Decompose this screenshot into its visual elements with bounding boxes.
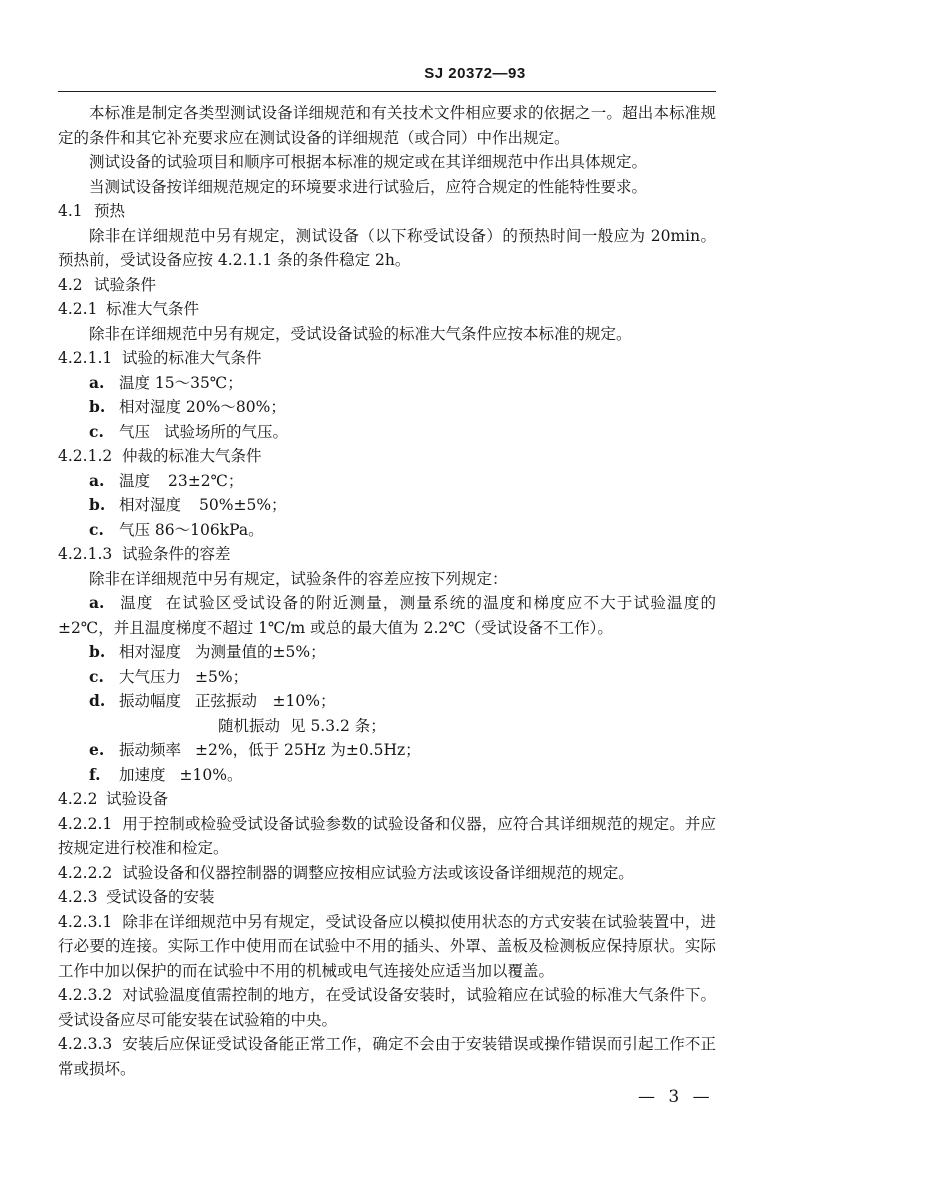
- item-value: 见 5.3.2 条；: [290, 716, 386, 735]
- item-value: 23±2℃；: [168, 471, 244, 490]
- list-item: [58, 420, 716, 445]
- section-number: 4.2: [58, 275, 83, 294]
- item-label: 温度: [119, 594, 154, 612]
- list-item: [58, 738, 716, 763]
- intro-paragraph-1: 本标准是制定各类型测试设备详细规范和有关技术文件相应要求的依据之一。超出本标准规定的条件和其它补充要求应在测试设备的详细规范（或合同）中作出规定。: [58, 104, 716, 147]
- item-letter: d.: [89, 691, 106, 710]
- clause-4-2-2-1: [58, 812, 716, 861]
- item-letter: b.: [89, 397, 106, 416]
- section-number: 4.2.1: [58, 300, 98, 318]
- section-number: 4.2.2: [58, 790, 98, 808]
- section-title: 试验设备: [106, 790, 169, 808]
- section-heading-4-2: [58, 273, 716, 298]
- item-letter: c.: [89, 519, 104, 539]
- item-label: 气压 86～106kPa。: [119, 520, 264, 539]
- section-heading-4-2-1-1: [58, 346, 716, 371]
- item-label: 随机振动: [218, 716, 281, 735]
- list-item: [58, 469, 716, 494]
- clause-text: 对试验温度值需控制的地方，在受试设备安装时，试验箱应在试验的标准大气条件下。受试设备应尽可能安装在试验箱的中央。: [58, 986, 716, 1029]
- item-label: 相对湿度: [119, 496, 182, 514]
- item-value: ±2%，低于 25Hz 为±0.5Hz；: [195, 741, 421, 759]
- document-body: [58, 101, 716, 1081]
- item-value: ±5%；: [195, 667, 249, 686]
- list-item: [58, 640, 716, 665]
- item-label: 加速度: [119, 765, 166, 784]
- item-letter: f.: [89, 764, 101, 784]
- item-value: 试验场所的气压。: [164, 422, 289, 441]
- item-value: 在试验区受试设备的附近测量，测量系统的温度和梯度应不大于试验温度的±2℃，并且温度梯度不超过 1℃/m 或总的最大值为 2.2℃（受试设备不工作）。: [58, 594, 716, 637]
- clause-number: 4.2.3.1: [58, 912, 113, 931]
- item-value: 为测量值的±5%；: [195, 643, 326, 661]
- section-heading-4-2-1-2: [58, 444, 716, 469]
- page-number: — 3 —: [638, 1087, 714, 1107]
- item-value: ±10%。: [179, 765, 243, 784]
- section-title: 仲裁的标准大气条件: [122, 447, 262, 465]
- item-letter: e.: [89, 740, 105, 759]
- section-title: 试验的标准大气条件: [122, 349, 262, 367]
- item-label: 大气压力: [119, 667, 182, 686]
- clause-text: 安装后应保证受试设备能正常工作，确定不会由于安装错误或操作错误而引起工作不正常或损坏。: [58, 1035, 716, 1078]
- item-value: 50%±5%；: [199, 496, 287, 514]
- clause-text: 除非在详细规范中另有规定，受试设备应以模拟使用状态的方式安装在试验装置中，进行必要的连接。实际工作中使用而在试验中不用的插头、外罩、盖板及检测板应保持原状。实际工作中加以保护的而在试验中不用的机械或电气连接处应适当加以覆盖。: [58, 912, 716, 980]
- clause-text: 试验设备和仪器控制器的调整应按相应试验方法或该设备详细规范的规定。: [122, 863, 634, 882]
- item-letter: c.: [89, 421, 104, 441]
- item-label: 振动频率: [119, 741, 182, 759]
- item-label: 振动幅度: [119, 692, 182, 710]
- intro-paragraph-2: 测试设备的试验项目和顺序可根据本标准的规定或在其详细规范中作出具体规定。: [89, 153, 648, 171]
- clause-number: 4.2.3.3: [58, 1035, 113, 1053]
- section-number: 4.1: [58, 202, 83, 220]
- item-letter: a.: [89, 593, 105, 612]
- item-label: 温度: [119, 471, 151, 490]
- header-rule: [58, 91, 716, 92]
- list-item: [58, 395, 716, 420]
- item-label: 温度 15～35℃；: [119, 373, 243, 392]
- item-letter: b.: [89, 495, 106, 514]
- clause-text: 用于控制或检验受试设备试验参数的试验设备和仪器，应符合其详细规范的规定。并应按规定进行校准和检定。: [58, 814, 716, 857]
- section-4-1-text: 除非在详细规范中另有规定，测试设备（以下称受试设备）的预热时间一般应为 20min。预热前，受试设备应按 4.2.1.1 条的条件稳定 2h。: [58, 226, 716, 269]
- item-letter: b.: [89, 642, 106, 661]
- section-number: 4.2.3: [58, 888, 98, 906]
- section-title: 标准大气条件: [106, 300, 200, 318]
- clause-number: 4.2.2.2: [58, 863, 113, 882]
- intro-paragraph-3: 当测试设备按详细规范规定的环境要求进行试验后，应符合规定的性能特性要求。: [89, 177, 648, 196]
- clause-4-2-2-2: [58, 861, 716, 886]
- list-item: [58, 591, 716, 640]
- section-number: 4.2.1.1: [58, 349, 113, 367]
- section-4-2-1-3-text: 除非在详细规范中另有规定，试验条件的容差应按下列规定：: [89, 569, 508, 588]
- clause-4-2-3-1: [58, 910, 716, 984]
- section-heading-4-2-3: [58, 885, 716, 910]
- clause-4-2-3-3: [58, 1032, 716, 1081]
- list-item: [58, 518, 716, 543]
- list-item: [58, 689, 716, 714]
- clause-4-2-3-2: [58, 983, 716, 1032]
- item-label: 相对湿度 20%～80%；: [119, 398, 286, 416]
- item-value: 正弦振动 ±10%；: [195, 692, 336, 710]
- section-title: 预热: [94, 202, 126, 220]
- item-letter: a.: [89, 470, 105, 490]
- standard-code-header: SJ 20372—93: [424, 65, 526, 82]
- clause-number: 4.2.2.1: [58, 814, 113, 833]
- section-number: 4.2.1.2: [58, 447, 113, 465]
- section-heading-4-2-1-3: [58, 542, 716, 567]
- list-item: [58, 763, 716, 788]
- list-item: [58, 371, 716, 396]
- item-label: 相对湿度: [119, 643, 182, 661]
- list-item-continuation: [58, 714, 716, 739]
- list-item: [58, 665, 716, 690]
- item-label: 气压: [119, 422, 151, 441]
- clause-number: 4.2.3.2: [58, 986, 113, 1004]
- section-heading-4-1: [58, 199, 716, 224]
- item-letter: a.: [89, 372, 105, 392]
- item-letter: c.: [89, 666, 104, 686]
- section-title: 试验条件: [94, 275, 157, 294]
- list-item: [58, 493, 716, 518]
- section-number: 4.2.1.3: [58, 545, 113, 563]
- section-heading-4-2-2: [58, 787, 716, 812]
- section-title: 试验条件的容差: [122, 545, 231, 563]
- section-heading-4-2-1: [58, 297, 716, 322]
- section-title: 受试设备的安装: [106, 888, 215, 906]
- section-4-2-1-text: 除非在详细规范中另有规定，受试设备试验的标准大气条件应按本标准的规定。: [89, 324, 632, 343]
